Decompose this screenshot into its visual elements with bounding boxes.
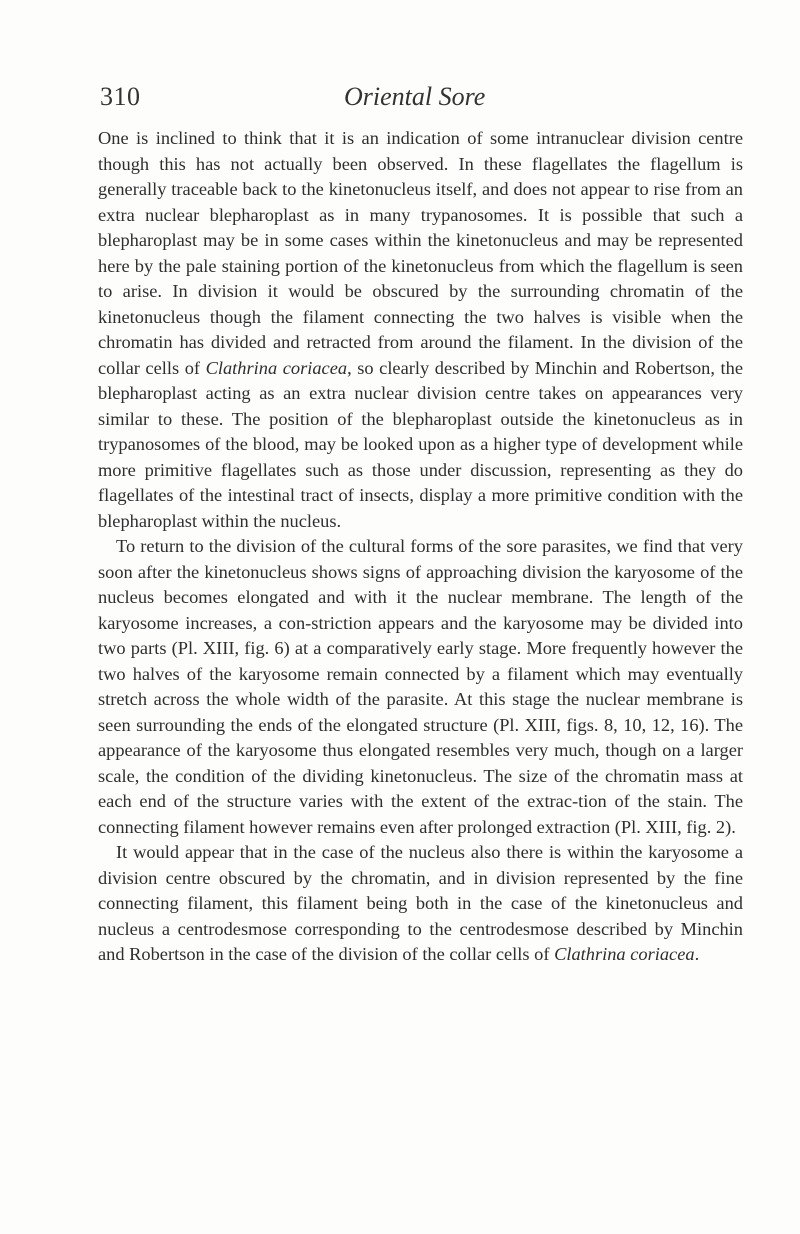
body-text: [98, 126, 743, 968]
paragraph-3: [98, 840, 743, 968]
paragraph-1-text-a: One is inclined to think that it is an indication of some intranuclear division centre though this has not actually been observed. In these flagellates the flagellum is generally traceable back to the kinetonucleus itself, and does not appear to rise from an extra nuclear blepharoplast as in many trypanosomes. It is possible that such a blepharoplast may be in some cases within the kinetonucleus and may be represented here by the pale staining portion of the kinetonucleus from which the flagellum is seen to arise. In division it would be obscured by the surrounding chromatin of the kinetonucleus though the filament connecting the two halves is visible when the chromatin has divided and retracted from around the filament. In the division of the collar cells of: [98, 128, 743, 378]
page-header: [100, 82, 740, 122]
running-title: Oriental Sore: [344, 82, 486, 111]
page-number: 310: [100, 82, 141, 111]
paragraph-3-text-a: It would appear that in the case of the nucleus also there is within the karyosome a division centre obscured by the chromatin, and in division represented by the fine connecting filament, this filament being both in the case of the kinetonucleus and nucleus a centrodesmose corresponding to the centrodesmose described by Minchin and Robertson in the case of the division of the collar cells of: [98, 842, 743, 964]
paragraph-2: [98, 534, 743, 840]
paragraph-3-text-b: .: [694, 944, 700, 964]
species-name: Clathrina coriacea: [554, 944, 695, 964]
species-name: Clathrina coriacea: [205, 357, 348, 378]
paragraph-1-text-b: , so clearly described by Minchin and Robertson, the blepharoplast acting as an extra nuclear division centre takes on appearances very similar to these. The position of the blepharoplast outside the kinetonucleus as in trypanosomes of the blood, may be looked upon as a higher type of development while more primitive flagellates such as those under discussion, representing as they do flagellates of the intestinal tract of insects, display a more primitive condition with the blepharoplast within the nucleus.: [98, 357, 743, 531]
paragraph-2-text: To return to the division of the cultural forms of the sore parasites, we find that very soon after the kinetonucleus shows signs of approaching division the karyosome of the nucleus becomes elongated and with it the nuclear membrane. The length of the karyosome increases, a con-striction appears and the karyosome may be divided into two parts (Pl. XIII, fig. 6) at a comparatively early stage. More frequently however the two halves of the karyosome remain connected by a filament which may eventually stretch across the whole width of the parasite. At this stage the nuclear membrane is seen surrounding the ends of the elongated structure (Pl. XIII, figs. 8, 10, 12, 16). The appearance of the karyosome thus elongated resembles very much, though on a larger scale, the condition of the dividing kinetonucleus. The size of the chromatin mass at each end of the structure varies with the extent of the extrac-tion of the stain. The connecting filament however remains even after prolonged extraction (Pl. XIII, fig. 2).: [98, 536, 743, 837]
paragraph-1: [98, 126, 743, 534]
